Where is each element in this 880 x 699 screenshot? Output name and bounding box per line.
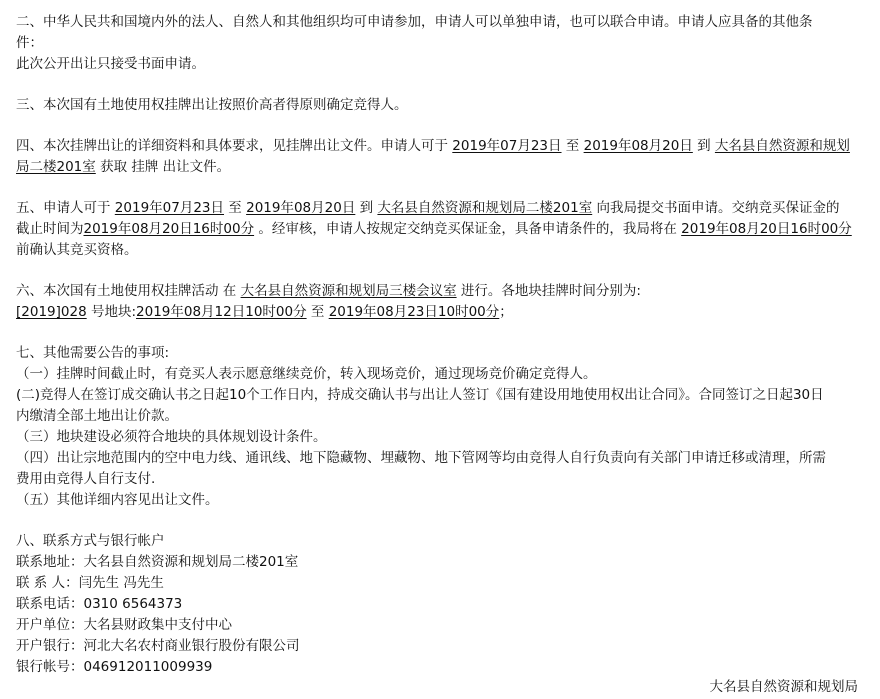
section-8-title: 八、联系方式与银行帐户 [16,533,165,549]
section-5 [16,198,862,261]
text: 获取 挂牌 出让文件。 [95,159,231,175]
section-6 [16,281,862,323]
text: 至 [561,138,584,154]
section-7 [16,343,862,511]
text: 四、本次挂牌出让的详细资料和具体要求，见挂牌出让文件。申请人可于 [16,138,453,154]
item-5: （五）其他详细内容见出让文件。 [16,492,219,508]
section-3-line-1: 三、本次国有土地使用权挂牌出让按照价高者得原则确定竞得人。 [16,97,408,113]
place-part-1: 大名县自然资源和规划 [714,138,850,154]
text: 至 [224,200,247,216]
confirm-time: 2019年08月20日16时00分 [681,221,852,237]
section-2 [16,12,862,75]
section-4-line-2 [16,157,862,178]
contact-address: 联系地址：大名县自然资源和规划局二楼201室 [16,554,299,570]
place: 大名县自然资源和规划局二楼201室 [377,200,593,216]
section-2-line-1: 二、中华人民共和国境内外的法人、自然人和其他组织均可申请参加，申请人可以单独申请，也可以联合申请。申请人应具备的其他条 [16,14,813,30]
spacer [16,323,862,343]
text: 到 [692,138,715,154]
spacer [16,261,862,281]
deadline: 2019年08月20日16时00分 [83,221,255,237]
text: 到 [355,200,378,216]
announcement-body [16,12,862,678]
account-bank: 开户银行：河北大名农村商业银行股份有限公司 [16,638,300,654]
contact-phone: 联系电话：0310 6564373 [16,596,183,612]
section-6-line-1 [16,281,862,302]
spacer [16,75,862,95]
account-unit: 开户单位：大名县财政集中支付中心 [16,617,232,633]
text: 向我局提交书面申请。交纳竞买保证金的 [592,200,840,216]
text: 五、申请人可于 [16,200,115,216]
section-4 [16,136,862,178]
date-end: 2019年08月20日 [583,138,693,154]
date-start: 2019年07月23日 [114,200,225,216]
item-1: （一）挂牌时间截止时，有竞买人表示愿意继续竞价，转入现场竞价，通过现场竞价确定竞得人。 [16,366,597,382]
spacer [16,178,862,198]
item-2-line-1: (二)竞得人在签订成交确认书之日起10个工作日内，持成交确认书与出让人签订《国有建设用地使用权出让合同》。合同签订之日起30日 [16,387,824,403]
place: 大名县自然资源和规划局三楼会议室 [240,283,457,299]
item-4-line-1: （四）出让宗地范围内的空中电力线、通讯线、地下隐藏物、埋藏物、地下管网等均由竞得人自行负责向有关部门申请迁移或清理，所需 [16,450,826,466]
text: 至 [306,304,329,320]
spacer [16,116,862,136]
section-5-line-3: 前确认其竞买资格。 [16,242,138,258]
text: 。经审核，申请人按规定交纳竞买保证金，具备申请条件的，我局将在 [254,221,682,237]
text: 截止时间为 [16,221,84,237]
section-6-line-2 [16,302,862,323]
section-7-title: 七、其他需要公告的事项: [16,345,170,361]
section-2-line-2: 件： [16,35,43,51]
listing-start: 2019年08月12日10时00分 [136,304,307,320]
section-5-line-2 [16,219,862,240]
account-number: 银行帐号：046912011009939 [16,659,213,675]
date-start: 2019年07月23日 [452,138,562,154]
text: 六、本次国有土地使用权挂牌活动 在 [16,283,241,299]
item-4-line-2: 费用由竞得人自行支付. [16,471,156,487]
issuer-signature: 大名县自然资源和规划局 [709,679,858,695]
date-end: 2019年08月20日 [246,200,356,216]
place-part-2: 局二楼201室 [16,159,96,175]
text: ； [499,304,513,320]
section-3 [16,95,862,116]
listing-end: 2019年08月23日10时00分 [328,304,500,320]
spacer [16,511,862,531]
parcel-number: [2019]028 [16,304,87,320]
section-5-line-1 [16,198,862,219]
contact-person: 联 系 人：闫先生 冯先生 [16,575,164,591]
text: 进行。各地块挂牌时间分别为: [456,283,641,299]
text: 号地块: [86,304,137,320]
item-3: （三）地块建设必须符合地块的具体规划设计条件。 [16,429,327,445]
section-2-line-3: 此次公开出让只接受书面申请。 [16,56,205,72]
section-4-line-1 [16,136,862,157]
item-2-line-2: 内缴清全部土地出让价款。 [16,408,178,424]
section-8 [16,531,862,678]
